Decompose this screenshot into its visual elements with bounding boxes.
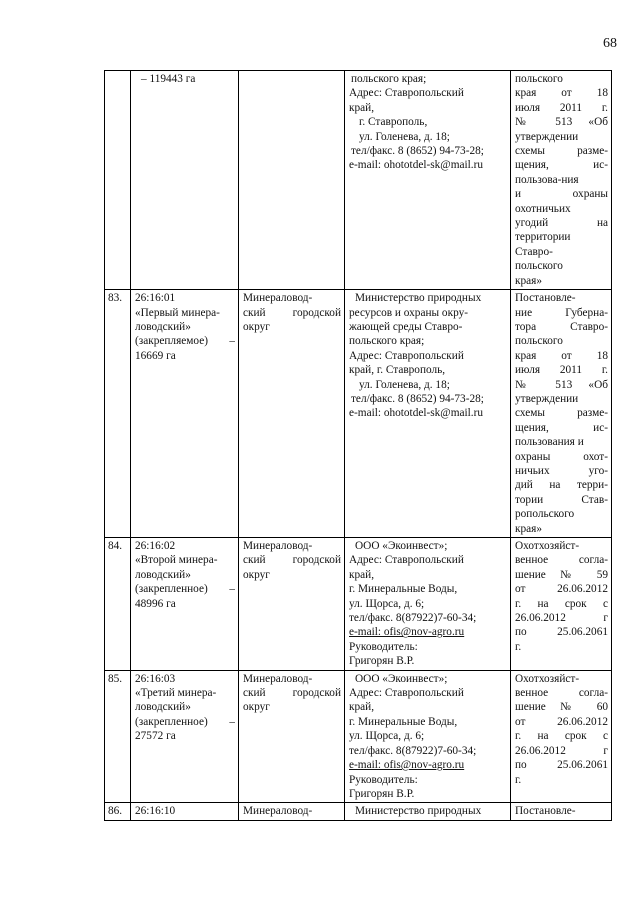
doc-line: охраны охот- [515,450,608,463]
user-email [349,758,507,772]
user-line: Министерство природных [355,292,482,305]
doc-line: от 26.06.2012 [515,583,608,596]
user-line: г. Ставрополь, [359,116,428,129]
row-number: 85. [105,670,131,803]
doc-line: г. на срок с [515,730,608,743]
row-number: 84. [105,538,131,671]
document-cell [511,670,612,803]
doc-line: г. [515,640,522,653]
user-line: ресурсов и охраны окру- [349,306,468,319]
doc-line: ние Губерна- [515,306,608,319]
table-row [105,803,612,820]
doc-line: польского [515,73,563,85]
user-line: Министерство природных [355,805,482,818]
area-line: 26:16:03 [135,672,176,685]
user-line: Адрес: Ставропольский [349,554,464,567]
doc-line: ничьих уго- [515,464,608,477]
table-row [105,290,612,538]
doc-line: польского [515,260,563,273]
doc-line: венное согла- [515,687,608,700]
doc-line: тора Ставро- [515,320,608,333]
district-line: ский городской [243,306,341,319]
area-line: (закрепленное) – [135,715,235,728]
doc-line: схемы разме- [515,407,608,420]
hunting-area-cell [131,538,239,671]
doc-line: пользова-ния [515,173,579,186]
area-line: 48996 га [135,597,176,610]
district-cell [239,803,345,820]
doc-line: и охраны [515,188,608,201]
user-email [349,625,507,639]
table-row [105,538,612,671]
doc-line: тории Став- [515,493,608,506]
user-line: край, г. Ставрополь, [349,364,446,377]
doc-line: угодий на [515,217,608,230]
area-line: «Первый минера- [135,306,220,319]
doc-line: утверждении [515,130,579,143]
doc-line: Охотхозяйст- [515,540,580,552]
user-line: ул. Голенева, д. 18; [359,378,450,391]
doc-line: № 513 «Об [515,116,608,129]
user-cell [345,803,511,820]
hunting-area-cell [131,803,239,820]
area-line: 26:16:02 [135,540,176,552]
district-line: округ [243,701,270,714]
row-number: 83. [105,290,131,538]
area-line: 26:16:10 [135,805,176,818]
user-line: тел/факс. 8 (8652) 94-73-28; [351,145,484,158]
user-line: ООО «Экоинвест»; [355,672,448,685]
doc-line: польского [515,335,563,348]
area-line: ловодский» [135,320,191,333]
user-line: ул. Голенева, д. 18; [359,130,450,143]
doc-line: Постановле- [515,292,576,305]
doc-line: 26.06.2012 г [515,744,608,757]
user-line: ООО «Экоинвест»; [355,540,448,552]
doc-line: края» [515,522,542,535]
user-line: Григорян В.Р. [349,655,415,668]
page-number: 68 [603,36,617,51]
district-line: ский городской [243,554,341,567]
doc-line: шение № 59 [515,568,608,581]
doc-line: по 25.06.2061 [515,759,608,772]
user-line: Адрес: Ставропольский [349,687,464,700]
user-line: ул. Щорса, д. 6; [349,597,425,610]
doc-line: пользования и [515,436,584,449]
doc-line: г. [515,773,522,786]
doc-line: щения, ис- [515,421,608,434]
doc-line: утверждении [515,392,579,405]
district-line: Минераловод- [243,292,313,305]
user-line: жающей среды Ставро- [349,320,463,333]
doc-line: края» [515,274,542,287]
area-line: 27572 га [135,730,176,743]
hunting-grounds-table [104,70,612,821]
document-cell [511,538,612,671]
district-line: Минераловод- [243,672,313,685]
area-line: «Третий минера- [135,687,217,700]
document-cell [511,803,612,820]
user-line: тел/факс. 8 (8652) 94-73-28; [351,392,484,405]
area-line: ловодский» [135,568,191,581]
email-link[interactable]: e-mail: ofis@nov-agro.ru [349,759,465,772]
user-email: e-mail: ohototdel-sk@mail.ru [349,407,484,420]
user-line: край, [349,701,375,714]
user-cell [345,670,511,803]
table-row [105,71,612,290]
user-line: край, [349,101,375,114]
district-cell [239,71,345,290]
doc-line: щения, ис- [515,159,608,172]
user-line: край, [349,568,375,581]
hunting-area-cell [131,670,239,803]
user-line: Григорян В.Р. [349,787,415,800]
district-line: округ [243,568,270,581]
row-number [105,71,131,290]
user-line: Адрес: Ставропольский [349,349,464,362]
user-line: Руководитель: [349,773,418,786]
document-cell [511,290,612,538]
user-line: Адрес: Ставропольский [349,87,464,100]
user-line: тел/факс. 8(87922)7-60-34; [349,612,477,625]
area-line: (закрепляемое) – [135,335,235,348]
email-link[interactable]: e-mail: ofis@nov-agro.ru [349,626,465,639]
doc-line: от 26.06.2012 [515,715,608,728]
doc-line: схемы разме- [515,145,608,158]
district-line: Минераловод- [243,540,313,552]
district-line: округ [243,320,270,333]
doc-line: по 25.06.2061 [515,626,608,639]
row-number: 86. [105,803,131,820]
doc-line: г. на срок с [515,597,608,610]
doc-line: края от 18 [515,87,608,100]
doc-line: шение № 60 [515,701,608,714]
doc-line: Постановле- [515,805,576,818]
document-cell [511,71,612,290]
user-line: Руководитель: [349,640,418,653]
user-line: тел/факс. 8(87922)7-60-34; [349,744,477,757]
user-line: ул. Щорса, д. 6; [349,730,425,743]
user-line: г. Минеральные Воды, [349,715,458,728]
user-email: e-mail: ohototdel-sk@mail.ru [349,159,484,172]
district-line: ский городской [243,687,341,700]
user-cell [345,71,511,290]
district-line: Минераловод- [243,805,313,818]
doc-line: охотничьих [515,202,571,215]
area-line: – 119443 га [141,73,196,85]
doc-line: территории [515,231,571,244]
hunting-area-cell [131,290,239,538]
doc-line: края от 18 [515,349,608,362]
doc-line: Охотхозяйст- [515,672,580,685]
user-line: польского края; [351,73,427,85]
user-line: г. Минеральные Воды, [349,583,458,596]
area-line: (закрепленное) – [135,583,235,596]
doc-line: июля 2011 г. [515,101,608,114]
doc-line: венное согла- [515,554,608,567]
area-line: «Второй минера- [135,554,218,567]
area-line: ловодский» [135,701,191,714]
doc-line: ропольского [515,508,575,521]
user-cell [345,290,511,538]
district-cell [239,538,345,671]
doc-line: № 513 «Об [515,378,608,391]
table-row [105,670,612,803]
area-line: 26:16:01 [135,292,176,305]
doc-line: июля 2011 г. [515,364,608,377]
user-line: польского края; [349,335,425,348]
doc-line: Ставро- [515,245,553,258]
area-line: 16669 га [135,349,176,362]
user-cell [345,538,511,671]
doc-line: дий на терри- [515,479,608,492]
district-cell [239,290,345,538]
district-cell [239,670,345,803]
hunting-area-cell [131,71,239,290]
doc-line: 26.06.2012 г [515,612,608,625]
